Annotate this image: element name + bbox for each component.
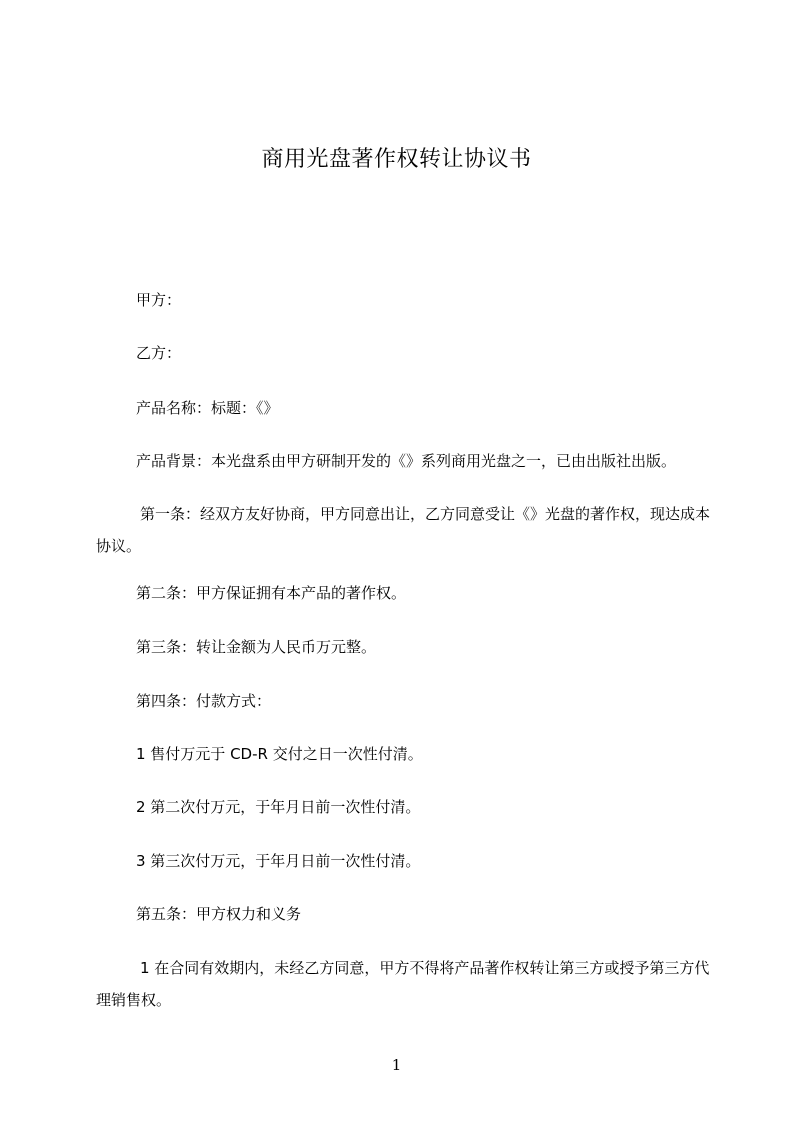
paragraph-article-4: 第四条：付款方式： bbox=[136, 692, 272, 710]
page-number: 1 bbox=[391, 1056, 402, 1074]
paragraph-party-b: 乙方： bbox=[136, 344, 182, 362]
paragraph-article-1: 第一条：经双方友好协商，甲方同意出让，乙方同意受让《》光盘的著作权，现达成本协议。 bbox=[96, 505, 711, 555]
paragraph-payment-2: 2 第二次付万元，于年月日前一次性付清。 bbox=[136, 798, 421, 816]
paragraph-party-a: 甲方： bbox=[136, 291, 182, 309]
paragraph-article-2: 第二条：甲方保证拥有本产品的著作权。 bbox=[136, 584, 407, 602]
paragraph-article-5-item-1: 1 在合同有效期内，未经乙方同意，甲方不得将产品著作权转让第三方或授予第三方代理销售权。 bbox=[96, 959, 710, 1009]
paragraph-article-5: 第五条：甲方权力和义务 bbox=[136, 905, 302, 923]
paragraph-product-background: 产品背景：本光盘系由甲方研制开发的《》系列商用光盘之一，已由出版社出版。 bbox=[136, 452, 677, 470]
paragraph-article-3: 第三条：转让金额为人民币万元整。 bbox=[136, 638, 377, 656]
document-title: 商用光盘著作权转让协议书 bbox=[261, 147, 532, 172]
paragraph-payment-3: 3 第三次付万元，于年月日前一次性付清。 bbox=[136, 852, 421, 870]
paragraph-product-name: 产品名称：标题：《》 bbox=[136, 399, 279, 417]
paragraph-payment-1: 1 售付万元于 CD-R 交付之日一次性付清。 bbox=[136, 745, 423, 763]
